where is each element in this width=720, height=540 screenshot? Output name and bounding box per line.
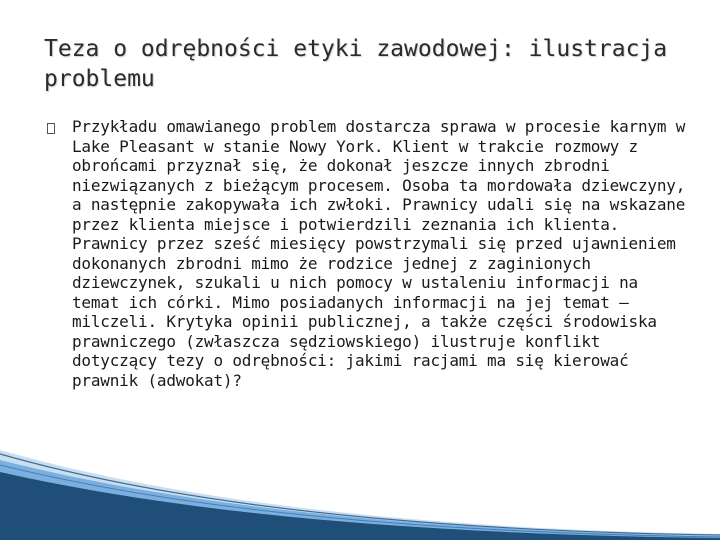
bullet-text: Przykładu omawianego problem dostarcza sprawa w procesie karnym w Lake Pleasant w stanie Nowy York. Klient w trakcie rozmowy z obrońcami przyznał się, że dokonał jeszcze innych zbrodni niezwiązanych z bieżącym procesem. Osoba ta mordowała dziewczyny, a następnie zakopywała ich zwłoki. Prawnicy udali się na wskazane przez klienta miejsce i potwierdzili zeznania ich klienta. Prawnicy przez sześć miesięcy powstrzymali się przed ujawnieniem dokonanych zbrodni mimo że rodzice jednej z zaginionych dziewczynek, szukali u nich pomocy w ustaleniu informacji na temat ich córki. Mimo posiadanych informacji na jej temat – milczeli. Krytyka opinii publicznej, a także części środowiska prawniczego (zwłaszcza sędziowskiego) ilustruje konflikt dotyczący tezy o odrębności: jakimi racjami ma się kierować prawnik (adwokat)? [72,117,686,390]
slide-content [44,117,690,390]
decorative-wave-stripes [0,450,720,540]
slide-title: Teza o odrębności etyki zawodowej: ilustracja problemu [44,36,668,92]
bullet-item [44,117,690,390]
empty-square-bullet-icon [47,123,55,134]
